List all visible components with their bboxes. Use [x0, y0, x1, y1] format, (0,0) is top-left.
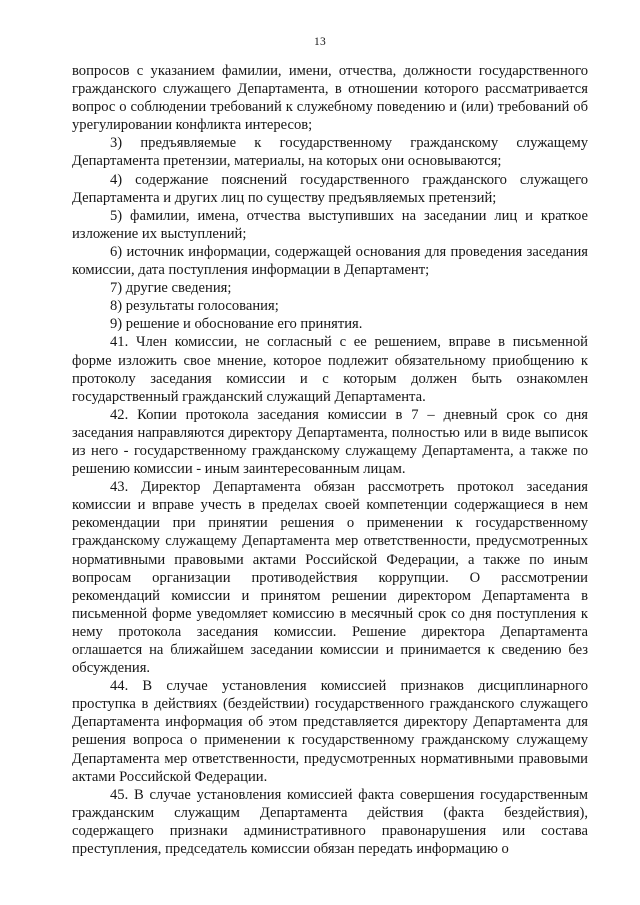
paragraph-item-3: 3) предъявляемые к государственному гражданскому служащему Департамента претензии, материалы, на которых они основываются;	[72, 135, 588, 170]
paragraph-item-6: 6) источник информации, содержащей основания для проведения заседания комиссии, дата поступления информации в Департамент;	[72, 243, 588, 279]
paragraph-42: 42. Копии протокола заседания комиссии в 7 – дневный срок со дня заседания направляются директору Департамента, полностью или в виде выписок из него - государственному гражданскому служащему Департамента, а также по решению комиссии - иным заинтересованным лицам.	[72, 406, 588, 478]
paragraph-item-4: 4) содержание пояснений государственного гражданского служащего Департамента и других лиц по существу предъявляемых претензий;	[72, 171, 588, 206]
paragraph-item-7: 7) другие сведения;	[110, 280, 232, 297]
paragraph-44: 44. В случае установления комиссией признаков дисциплинарного проступка в действиях (бездействии) государственного гражданского служащего Департамента информация об этом представляется директору Департамента для решения вопроса о применении к государственному гражданскому служащему Департамента мер ответственности, предусмотренных нормативными правовыми актами Российской Федерации.	[72, 678, 588, 785]
paragraph-41: 41. Член комиссии, не согласный с ее решением, вправе в письменной форме изложить свое мнение, которое подлежит обязательному приобщению к протоколу заседания комиссии и с которым должен быть ознакомлен государственный гражданский служащий Департамента.	[72, 334, 588, 405]
page-number: 13	[314, 36, 326, 48]
document-body	[72, 62, 588, 858]
paragraph-item-8: 8) результаты голосования;	[110, 298, 279, 315]
paragraph-continuation: вопросов с указанием фамилии, имени, отчества, должности государственного гражданского служащего Департамента, в отношении которого рассматривается вопрос о соблюдении требований к служебному поведению и (или) требований об урегулировании конфликта интересов;	[72, 63, 588, 134]
paragraph-item-9: 9) решение и обоснование его принятия.	[110, 316, 363, 333]
paragraph-43: 43. Директор Департамента обязан рассмотреть протокол заседания комиссии и вправе учесть в пределах своей компетенции содержащиеся в нем рекомендации при принятии решения о применении к государственному гражданскому служащему Департамента мер ответственности, предусмотренных нормативными правовыми актами Российской Федерации, а также по иным вопросам организации противодействия коррупции. О рассмотрении рекомендаций комиссии и принятом решении директором Департамента в письменной форме уведомляет комиссию в месячный срок со дня поступления к нему протокола заседания комиссии. Решение директора Департамента оглашается на ближайшем заседании комиссии и принимается к сведению без обсуждения.	[72, 479, 588, 677]
paragraph-45: 45. В случае установления комиссией факта совершения государственным гражданским служащим Департамента действия (факта бездействия), содержащего признаки административного правонарушения или состава преступления, председатель комиссии обязан передать информацию о	[72, 786, 588, 858]
paragraph-item-5: 5) фамилии, имена, отчества выступивших на заседании лиц и краткое изложение их выступлений;	[72, 207, 588, 242]
